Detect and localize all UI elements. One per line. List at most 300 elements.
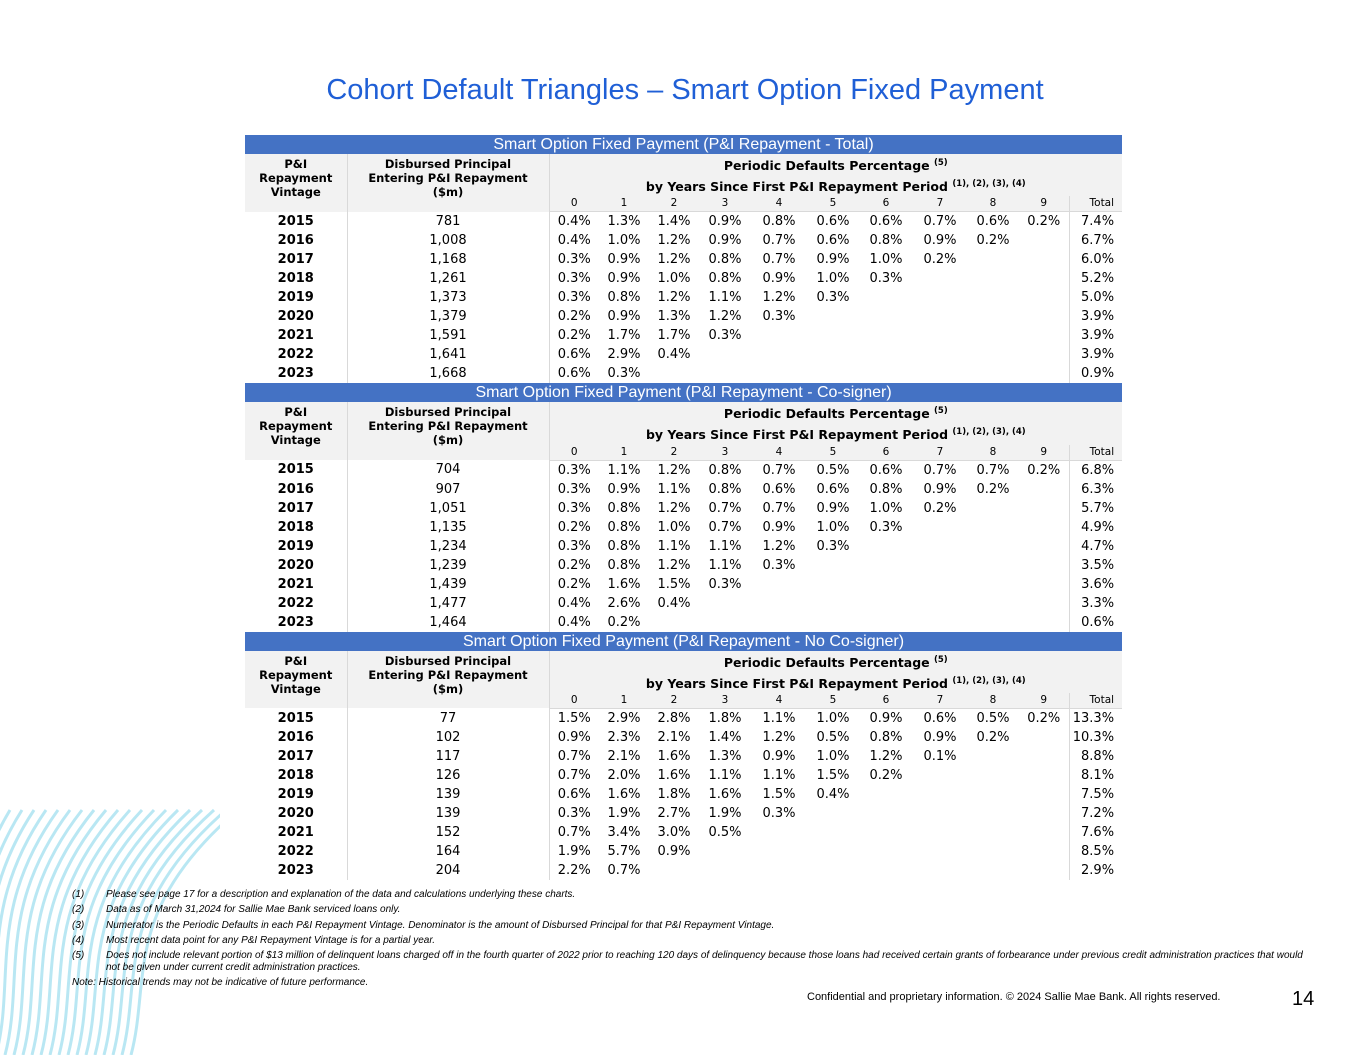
periodic-header-sup: (1), (2), (3), (4)	[952, 427, 1026, 438]
default-pct-cell: 0.8%	[607, 519, 641, 535]
vintage-cell: 2018	[245, 766, 347, 785]
default-pct-cell: 1.2%	[657, 233, 691, 249]
default-pct-cell: 0.8%	[708, 481, 742, 497]
default-pct-cell	[751, 594, 807, 613]
default-pct-cell	[751, 823, 807, 842]
default-pct-cell: 0.3%	[607, 366, 641, 382]
year-header: 7	[913, 445, 967, 461]
principal-cell: 164	[347, 842, 549, 861]
default-pct-cell	[751, 613, 807, 632]
default-pct-cell: 2.3%	[607, 729, 641, 745]
table-row	[245, 307, 1122, 326]
total-cell: 8.5%	[1069, 842, 1122, 861]
year-header: 1	[599, 196, 649, 212]
table-row	[245, 575, 1122, 594]
cohort-table	[245, 135, 1122, 383]
total-cell: 6.8%	[1069, 460, 1122, 480]
footnote	[72, 935, 1307, 947]
total-cell: 3.5%	[1069, 556, 1122, 575]
default-pct-cell	[649, 364, 699, 383]
vintage-cell: 2022	[245, 345, 347, 364]
total-cell: 3.9%	[1069, 307, 1122, 326]
footnote-text: Does not include relevant portion of $13 million of delinquent loans charged off in the fourth quarter of 2022 prior to reaching 120 days of delinquency because those loans had received certain grants of forbearance under previous credit administration practices that would not be given under current credit administration practices.	[106, 950, 1303, 974]
default-pct-cell: 0.3%	[557, 500, 591, 516]
footnote	[72, 920, 1307, 932]
default-pct-cell	[1019, 575, 1069, 594]
default-pct-cell: 0.4%	[657, 347, 691, 363]
year-header: 3	[699, 693, 751, 709]
default-pct-cell: 0.5%	[816, 462, 850, 478]
total-cell: 7.6%	[1069, 823, 1122, 842]
default-pct-cell	[1019, 842, 1069, 861]
table-row	[245, 842, 1122, 861]
principal-cell: 1,051	[347, 499, 549, 518]
default-pct-cell	[967, 364, 1019, 383]
vintage-cell: 2016	[245, 480, 347, 499]
default-pct-cell: 0.4%	[557, 614, 591, 630]
total-cell: 4.9%	[1069, 518, 1122, 537]
table-row	[245, 212, 1122, 232]
vintage-header-line: P&I	[284, 405, 308, 420]
footnote-text: Most recent data point for any P&I Repayment Vintage is for a partial year.	[106, 934, 436, 946]
default-pct-cell: 0.4%	[557, 595, 591, 611]
default-pct-cell	[913, 613, 967, 632]
default-pct-cell	[751, 842, 807, 861]
default-pct-cell: 0.3%	[557, 252, 591, 268]
default-pct-cell: 0.2%	[557, 557, 591, 573]
default-pct-cell: 0.9%	[816, 500, 850, 516]
periodic-header-text: Periodic Defaults Percentage	[723, 654, 930, 670]
default-pct-cell	[807, 594, 859, 613]
default-pct-cell: 0.9%	[762, 519, 796, 535]
default-pct-cell	[699, 364, 751, 383]
default-pct-cell: 0.7%	[708, 519, 742, 535]
default-pct-cell: 1.1%	[762, 767, 796, 783]
default-pct-cell: 1.1%	[657, 538, 691, 554]
default-pct-cell: 0.3%	[762, 557, 796, 573]
footnote	[72, 889, 1307, 901]
total-cell: 6.3%	[1069, 480, 1122, 499]
table-title-band	[245, 135, 1122, 154]
default-pct-cell	[967, 823, 1019, 842]
default-pct-cell: 1.3%	[657, 309, 691, 325]
default-pct-cell	[967, 766, 1019, 785]
default-pct-cell: 0.8%	[869, 481, 903, 497]
default-pct-cell: 0.7%	[762, 252, 796, 268]
principal-header	[347, 651, 549, 709]
default-pct-cell: 0.4%	[557, 233, 591, 249]
table-row	[245, 364, 1122, 383]
default-pct-cell: 2.1%	[657, 729, 691, 745]
default-pct-cell: 1.6%	[657, 748, 691, 764]
default-pct-cell: 0.9%	[923, 233, 957, 249]
periodic-header-line1	[549, 154, 1122, 175]
default-pct-cell	[967, 307, 1019, 326]
default-pct-cell: 3.4%	[607, 824, 641, 840]
table-title: Smart Option Fixed Payment (P&I Repayment - No Co-signer)	[245, 632, 1122, 651]
table-header-row	[245, 154, 1122, 175]
confidential-notice: Confidential and proprietary information. © 2024 Sallie Mae Bank. All rights reserved.	[807, 991, 1221, 1003]
default-pct-cell: 1.9%	[607, 805, 641, 821]
default-pct-cell: 0.2%	[1027, 462, 1061, 478]
default-pct-cell	[859, 594, 913, 613]
periodic-header-sup: (5)	[934, 158, 948, 168]
default-pct-cell	[859, 861, 913, 880]
default-pct-cell	[751, 575, 807, 594]
year-header: 6	[859, 196, 913, 212]
vintage-cell: 2015	[245, 708, 347, 728]
default-pct-cell	[1019, 480, 1069, 499]
year-header: 8	[967, 693, 1019, 709]
periodic-header-text: by Years Since First P&I Repayment Period	[645, 427, 949, 443]
table-header-row	[245, 651, 1122, 672]
total-cell: 8.8%	[1069, 747, 1122, 766]
default-pct-cell: 0.2%	[557, 328, 591, 344]
default-pct-cell: 0.9%	[762, 748, 796, 764]
default-pct-cell: 0.9%	[607, 252, 641, 268]
default-pct-cell	[751, 345, 807, 364]
default-pct-cell	[913, 594, 967, 613]
total-cell: 3.3%	[1069, 594, 1122, 613]
default-pct-cell: 2.1%	[607, 748, 641, 764]
vintage-cell: 2021	[245, 575, 347, 594]
default-pct-cell	[1019, 594, 1069, 613]
default-pct-cell: 1.1%	[708, 557, 742, 573]
default-pct-cell	[807, 326, 859, 345]
principal-cell: 1,234	[347, 537, 549, 556]
default-pct-cell: 1.1%	[708, 767, 742, 783]
default-pct-cell	[859, 326, 913, 345]
default-pct-cell: 0.9%	[557, 729, 591, 745]
default-pct-cell: 0.4%	[657, 595, 691, 611]
table-row	[245, 766, 1122, 785]
default-pct-cell	[1019, 785, 1069, 804]
default-pct-cell: 0.3%	[557, 462, 591, 478]
default-pct-cell: 0.2%	[557, 576, 591, 592]
default-pct-cell: 0.3%	[708, 576, 742, 592]
default-pct-cell: 1.0%	[816, 271, 850, 287]
periodic-header-text: Periodic Defaults Percentage	[723, 406, 930, 422]
default-pct-cell	[913, 785, 967, 804]
principal-cell: 1,477	[347, 594, 549, 613]
table-title-band	[245, 632, 1122, 651]
footnote-marker: (1)	[72, 889, 85, 900]
year-header: 0	[549, 445, 599, 461]
vintage-header-line: Repayment	[259, 171, 333, 185]
default-pct-cell: 0.8%	[607, 538, 641, 554]
table-title-band	[245, 383, 1122, 402]
default-pct-cell	[807, 861, 859, 880]
principal-header-line: Entering P&I Repayment	[368, 419, 528, 434]
default-pct-cell: 0.6%	[816, 214, 850, 230]
default-pct-cell	[1019, 747, 1069, 766]
table-row	[245, 861, 1122, 880]
vintage-cell: 2022	[245, 594, 347, 613]
principal-header	[347, 154, 549, 212]
principal-header-line: Disbursed Principal	[384, 157, 512, 171]
default-pct-cell: 0.6%	[923, 710, 957, 726]
default-pct-cell: 0.8%	[607, 290, 641, 306]
default-pct-cell: 0.3%	[762, 805, 796, 821]
periodic-header-text: Periodic Defaults Percentage	[723, 158, 930, 174]
default-pct-cell: 0.2%	[557, 519, 591, 535]
default-pct-cell	[967, 575, 1019, 594]
total-cell: 6.7%	[1069, 231, 1122, 250]
default-pct-cell: 0.7%	[923, 462, 957, 478]
default-pct-cell: 0.2%	[976, 233, 1010, 249]
year-header: 3	[699, 445, 751, 461]
default-pct-cell	[913, 307, 967, 326]
default-pct-cell: 1.4%	[657, 214, 691, 230]
cohort-table	[245, 383, 1122, 631]
default-pct-cell: 2.0%	[607, 767, 641, 783]
total-cell: 3.9%	[1069, 345, 1122, 364]
principal-cell: 152	[347, 823, 549, 842]
vintage-header-line: Vintage	[270, 433, 321, 448]
default-pct-cell: 1.9%	[708, 805, 742, 821]
default-pct-cell: 0.6%	[816, 233, 850, 249]
periodic-header-text: by Years Since First P&I Repayment Period	[645, 675, 948, 691]
default-pct-cell: 0.5%	[708, 824, 742, 840]
footnote	[72, 904, 1307, 916]
default-pct-cell	[1019, 307, 1069, 326]
default-pct-cell: 0.9%	[923, 729, 957, 745]
default-pct-cell	[699, 613, 751, 632]
table-row	[245, 269, 1122, 288]
default-pct-cell: 0.9%	[607, 481, 641, 497]
default-pct-cell	[1019, 613, 1069, 632]
principal-cell: 1,239	[347, 556, 549, 575]
default-pct-cell: 0.6%	[869, 214, 903, 230]
default-pct-cell: 1.2%	[657, 557, 691, 573]
default-pct-cell: 0.2%	[923, 252, 957, 268]
default-pct-cell	[807, 823, 859, 842]
vintage-header-line: Repayment	[259, 419, 333, 434]
principal-cell: 907	[347, 480, 549, 499]
vintage-cell: 2023	[245, 613, 347, 632]
year-header: 4	[751, 196, 807, 212]
default-pct-cell: 0.6%	[816, 481, 850, 497]
vintage-header-line: P&I	[284, 653, 308, 668]
default-pct-cell: 0.7%	[708, 500, 742, 516]
page-title: Cohort Default Triangles – Smart Option Fixed Payment	[326, 74, 1044, 106]
default-pct-cell: 0.3%	[869, 519, 903, 535]
default-pct-cell	[1019, 288, 1069, 307]
year-header: 0	[549, 196, 599, 212]
default-pct-cell	[807, 575, 859, 594]
default-pct-cell	[967, 785, 1019, 804]
default-pct-cell: 1.0%	[816, 519, 850, 535]
default-pct-cell: 0.5%	[816, 729, 850, 745]
default-pct-cell	[1019, 345, 1069, 364]
default-pct-cell	[967, 250, 1019, 269]
principal-header-line: ($m)	[432, 681, 464, 696]
year-header: 5	[807, 693, 859, 709]
default-pct-cell: 0.7%	[762, 233, 796, 249]
default-pct-cell: 0.2%	[1027, 214, 1061, 230]
year-header: 7	[913, 196, 967, 212]
default-pct-cell: 1.4%	[708, 729, 742, 745]
principal-header-line: Disbursed Principal	[384, 405, 512, 420]
default-pct-cell	[913, 823, 967, 842]
total-cell: 0.6%	[1069, 613, 1122, 632]
default-pct-cell: 0.9%	[923, 481, 957, 497]
default-pct-cell: 0.9%	[657, 843, 691, 859]
default-pct-cell	[859, 785, 913, 804]
default-pct-cell: 2.2%	[557, 862, 591, 878]
historical-note: Note: Historical trends may not be indicative of future performance.	[72, 977, 369, 989]
table-row	[245, 518, 1122, 537]
year-header: 2	[649, 196, 699, 212]
table-row	[245, 594, 1122, 613]
table-row	[245, 747, 1122, 766]
total-cell: 7.2%	[1069, 804, 1122, 823]
year-header: 8	[967, 445, 1019, 461]
default-pct-cell: 1.1%	[657, 481, 691, 497]
default-pct-cell: 0.3%	[557, 271, 591, 287]
default-pct-cell: 1.2%	[762, 729, 796, 745]
principal-cell: 704	[347, 460, 549, 480]
principal-header	[347, 402, 549, 460]
periodic-header-line2	[549, 175, 1122, 196]
vintage-header-line: Repayment	[259, 667, 333, 682]
year-header: 9	[1019, 445, 1069, 461]
default-pct-cell	[967, 613, 1019, 632]
vintage-header	[245, 154, 347, 212]
table-row	[245, 728, 1122, 747]
default-pct-cell: 1.9%	[557, 843, 591, 859]
principal-cell: 1,261	[347, 269, 549, 288]
default-pct-cell	[967, 537, 1019, 556]
total-cell: 10.3%	[1069, 728, 1122, 747]
default-pct-cell: 0.2%	[869, 767, 903, 783]
default-pct-cell	[859, 345, 913, 364]
vintage-cell: 2020	[245, 804, 347, 823]
default-pct-cell: 5.7%	[607, 843, 641, 859]
year-header: 8	[967, 196, 1019, 212]
default-pct-cell: 0.3%	[557, 538, 591, 554]
vintage-cell: 2018	[245, 518, 347, 537]
principal-cell: 1,591	[347, 326, 549, 345]
vintage-cell: 2021	[245, 823, 347, 842]
default-pct-cell: 0.3%	[869, 271, 903, 287]
table-row	[245, 480, 1122, 499]
default-pct-cell	[807, 556, 859, 575]
periodic-header-sup: (5)	[934, 406, 948, 417]
default-pct-cell: 1.2%	[657, 462, 691, 478]
vintage-cell: 2015	[245, 460, 347, 480]
default-pct-cell: 0.2%	[607, 614, 641, 630]
default-pct-cell	[807, 842, 859, 861]
default-pct-cell: 0.3%	[816, 290, 850, 306]
default-pct-cell: 1.6%	[708, 786, 742, 802]
principal-cell: 1,439	[347, 575, 549, 594]
principal-cell: 1,464	[347, 613, 549, 632]
year-header: 9	[1019, 196, 1069, 212]
table-row	[245, 804, 1122, 823]
year-header: 4	[751, 693, 807, 709]
default-pct-cell: 1.5%	[816, 767, 850, 783]
default-pct-cell: 0.8%	[869, 233, 903, 249]
default-pct-cell: 0.2%	[976, 729, 1010, 745]
default-pct-cell: 0.8%	[607, 557, 641, 573]
default-pct-cell: 2.6%	[607, 595, 641, 611]
principal-cell: 1,008	[347, 231, 549, 250]
default-pct-cell: 0.3%	[557, 481, 591, 497]
default-pct-cell: 1.2%	[708, 309, 742, 325]
default-pct-cell: 0.3%	[762, 309, 796, 325]
default-pct-cell: 1.0%	[869, 252, 903, 268]
table-row	[245, 288, 1122, 307]
default-pct-cell	[859, 613, 913, 632]
table-row	[245, 326, 1122, 345]
principal-cell: 117	[347, 747, 549, 766]
default-pct-cell	[807, 613, 859, 632]
principal-cell: 1,135	[347, 518, 549, 537]
footnote-marker: (3)	[72, 919, 85, 931]
total-cell: 0.9%	[1069, 364, 1122, 383]
page-number: 14	[1292, 988, 1315, 1010]
default-pct-cell: 1.1%	[607, 462, 641, 478]
default-pct-cell: 1.8%	[708, 710, 742, 726]
default-pct-cell: 1.2%	[657, 252, 691, 268]
default-pct-cell: 0.3%	[557, 805, 591, 821]
vintage-cell: 2023	[245, 861, 347, 880]
default-pct-cell	[913, 766, 967, 785]
default-pct-cell	[913, 804, 967, 823]
default-pct-cell: 1.2%	[657, 290, 691, 306]
vintage-cell: 2019	[245, 537, 347, 556]
default-pct-cell	[859, 537, 913, 556]
year-header: 5	[807, 445, 859, 461]
default-pct-cell: 0.8%	[708, 462, 742, 478]
default-pct-cell	[1019, 728, 1069, 747]
default-pct-cell: 1.1%	[762, 710, 796, 726]
periodic-header-sup: (5)	[934, 654, 948, 665]
table-row	[245, 785, 1122, 804]
default-pct-cell: 0.2%	[923, 500, 957, 516]
default-pct-cell	[859, 823, 913, 842]
default-pct-cell: 1.0%	[657, 519, 691, 535]
default-pct-cell	[1019, 364, 1069, 383]
table-row	[245, 708, 1122, 728]
default-pct-cell: 1.5%	[762, 786, 796, 802]
total-cell: 5.2%	[1069, 269, 1122, 288]
footnote-marker: (5)	[72, 950, 85, 962]
default-pct-cell: 0.7%	[976, 462, 1010, 478]
vintage-cell: 2017	[245, 499, 347, 518]
total-cell: 2.9%	[1069, 861, 1122, 880]
default-pct-cell	[1019, 269, 1069, 288]
default-pct-cell: 0.8%	[607, 500, 641, 516]
default-pct-cell: 0.7%	[557, 767, 591, 783]
default-pct-cell: 1.2%	[762, 290, 796, 306]
default-pct-cell: 1.7%	[657, 328, 691, 344]
principal-cell: 1,668	[347, 364, 549, 383]
default-pct-cell: 1.0%	[869, 500, 903, 516]
default-pct-cell: 1.3%	[708, 748, 742, 764]
year-header: 6	[859, 445, 913, 461]
default-pct-cell	[967, 556, 1019, 575]
default-pct-cell: 0.9%	[762, 271, 796, 287]
periodic-header-sup: (1), (2), (3), (4)	[952, 675, 1026, 686]
default-pct-cell	[1019, 326, 1069, 345]
default-pct-cell	[1019, 537, 1069, 556]
default-pct-cell	[859, 556, 913, 575]
principal-cell: 781	[347, 212, 549, 232]
vintage-header	[245, 402, 347, 460]
default-pct-cell	[967, 345, 1019, 364]
